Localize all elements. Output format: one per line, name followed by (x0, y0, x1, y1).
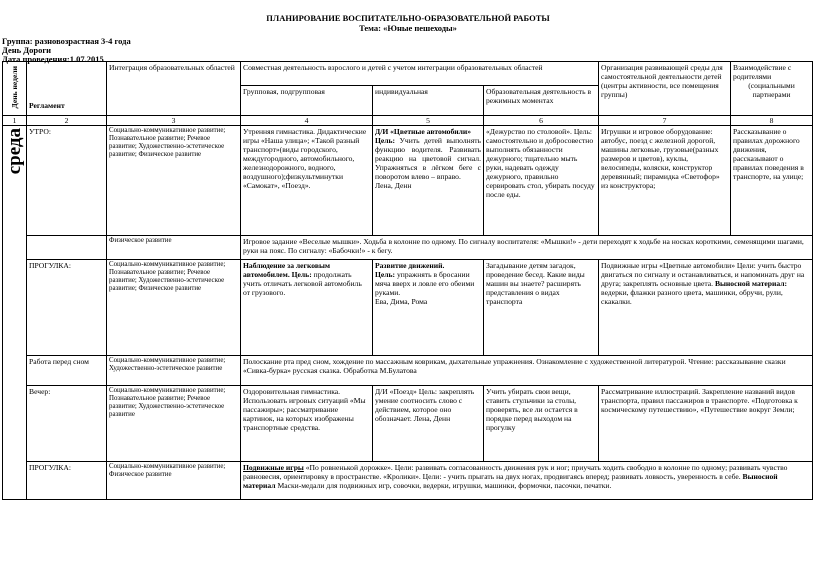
plan-table (2, 61, 813, 500)
walk-integration: Социально-коммуникативное развитие; Познавательное развитие; Речевое развитие; Художественно-эстетическое развитие; Физическое развитие (107, 260, 241, 356)
walk2-text (241, 462, 813, 500)
moments-header: Образовательная деятельность в режимных моментах (484, 86, 599, 116)
individual-header: индивидуальная (373, 86, 484, 116)
morning-integration: Социально-коммуникативное развитие; Познавательное развитие; Речевое развитие; Художественно-эстетическое развитие; Физическое развитие (107, 126, 241, 236)
header-row (3, 62, 813, 86)
evening-individual: Д/И «Поезд» Цель: закреплять умение соотносить слово с действием, которое оно обозначает. Лена, Денн (373, 386, 484, 462)
walk2-label2: Выносной материал (243, 472, 778, 490)
regime-header: Регламент (29, 101, 65, 110)
morning-individual-label: Цель: (375, 136, 396, 145)
evening-integration: Социально-коммуникативное развитие; Познавательное развитие; Речевое развитие; Художественно-эстетическое развитие (107, 386, 241, 462)
row-walk (3, 260, 813, 356)
col-number: 7 (599, 116, 731, 126)
date-line: Дата проведения:1.07.2015 (2, 54, 104, 64)
parents-header-cell (731, 62, 813, 116)
beforesleep-regime: Работа перед сном (27, 356, 107, 386)
walk-individual-names: Ева, Дима, Рома (375, 297, 428, 306)
walk-group (241, 260, 373, 356)
morning-individual-text: Учить детей выполнять функцию водителя. Развивать реакцию на цветовой сигнал. Упражняться в лёгком беге с поворотом влево – вправо. (375, 136, 481, 181)
morning-env: Игрушки и игровое оборудование: автобус, поезд с железной дорогой, машины легковые, грузовые(разных размеров и цветов), куклы, велосипеды, коляски, конструктор деревянный; пирамидка «Светофор» из конструктора; (599, 126, 731, 236)
col-number: 3 (107, 116, 241, 126)
morning-group: Утренняя гимнастика. Дидактические игры «Наша улица»; «Такой разный транспорт»(виды городского, междугородного, автомобильного, железнодорожного, водного, воздушного);физкультминутки «Самокат», «Поезд». (241, 126, 373, 236)
evening-group: Оздоровительная гимнастика. Использовать игровых ситуаций «Мы пассажиры»; рассматривание картинок, на которых изображены транспортные средства. (241, 386, 373, 462)
col-number: 2 (27, 116, 107, 126)
col-number: 4 (241, 116, 373, 126)
beforesleep-integration: Социально-коммуникативное развитие; Художественно-эстетическое развитие (107, 356, 241, 386)
theme-title: Тема: «Юные пешеходы» (359, 23, 457, 33)
row-evening (3, 386, 813, 462)
walk-regime: ПРОГУЛКА: (27, 260, 107, 356)
physical-regime (27, 236, 107, 260)
physical-integration: Физическое развитие (107, 236, 241, 260)
regime-header-cell (27, 62, 107, 116)
walk-individual-label: Цель: (375, 270, 396, 279)
row-morning (3, 126, 813, 236)
walk-group-text: продолжать учить отличать легковой автомобиль от грузового. (243, 270, 362, 297)
col-number: 5 (373, 116, 484, 126)
morning-moments: «Дежурство по столовой». Цель: самостоятельно и добросовестно выполнять обязанности дежурного; тщательно мыть руки, надевать одежду дежурного, правильно сервировать стол, убирать посуду после еды. (484, 126, 599, 236)
morning-individual-names: Лена, Денн (375, 181, 412, 190)
evening-moments: Учить убирать свои вещи, ставить стульчики за столы, проверять, все ли остается в порядке перед выходом на прогулку (484, 386, 599, 462)
row-walk2 (3, 462, 813, 500)
week-header-cell (3, 62, 27, 116)
walk2-label: Подвижные игры (243, 463, 304, 472)
walk-group-label: Цель: (291, 270, 312, 279)
weekday-label: среда (4, 128, 25, 175)
morning-individual (373, 126, 484, 236)
number-row (3, 116, 813, 126)
physical-text: Игровое задание «Веселые мышки». Ходьба в колонне по одному. По сигналу воспитателя: «Мышки!» - дети переходят к ходьбе на носках короткими, семенящими шагами, руки на пояс. По сигналу: «Бабочки!» - к бегу. (241, 236, 813, 260)
morning-regime: УТРО: (27, 126, 107, 236)
walk2-material: Маски-медали для подвижных игр, совочки, ведерки, игрушки, машинки, формочки, пасочки, печатки. (275, 481, 612, 490)
group-header: Групповая, подгрупповая (241, 86, 373, 116)
walk-individual-title: Развитие движений. (375, 261, 445, 270)
walk2-regime: ПРОГУЛКА: (27, 462, 107, 500)
col-number: 8 (731, 116, 813, 126)
walk2-games: «По ровненькой дорожке». Цели: развивать согласованность движения рук и ног; приучать ходить свободно в колонне по одному; развивать чувство равновесия, ориентировку в пространстве. «Кролики». Цели: - учить прыгать на двух ногах, продвигаясь вперед; развивать ловкость, уверенность в себе. (243, 463, 788, 481)
walk-env-label: Выносной материал: (714, 279, 787, 288)
walk-env (599, 260, 813, 356)
row-physical (3, 236, 813, 260)
col-number: 6 (484, 116, 599, 126)
walk-group-title: Наблюдение за легковым автомобилем. (243, 261, 331, 279)
col-number: 1 (3, 116, 27, 126)
group-line: Группа: разновозрастная 3-4 года (2, 36, 131, 46)
row-beforesleep (3, 356, 813, 386)
joint-header: Совместная деятельность взрослого и детей с учетом интеграции образовательных областей (241, 62, 599, 86)
walk-env-items: ведерки, флажки разного цвета, машинки, обручи, рули, скакалки. (601, 288, 783, 306)
beforesleep-text: Полоскание рта пред сном, хождение по массажным коврикам, дыхательные упражнения. Ознакомление с художественной литературой. Чтение: рассказывание сказки «Сивка-бурка» русская сказка. Обработка М.Булатова (241, 356, 813, 386)
walk-moments: Загадывание детям загадок, проведение бесед. Какие виды машин вы знаете? расширять представления о видах транспорта (484, 260, 599, 356)
parents-header-partners: (социальными партнерами (748, 81, 795, 99)
morning-individual-title: Д/И «Цветные автомобили» (375, 127, 472, 136)
parents-header: Взаимодействие с родителями (733, 63, 792, 81)
morning-parents: Рассказывание о правилах дорожного движения, рассказывают о правилах поведения в транспорте, на улице; (731, 126, 813, 236)
walk2-integration: Социально-коммуникативное развитие; Физическое развитие (107, 462, 241, 500)
page-title: ПЛАНИРОВАНИЕ ВОСПИТАТЕЛЬНО-ОБРАЗОВАТЕЛЬНОЙ РАБОТЫ (266, 13, 550, 23)
evening-env: Рассматривание иллюстраций. Закрепление названий видов транспорта, правил пассажиров в транспорте. «Подготовка к космическому путешествию», «Путешествие вокруг Земли; (599, 386, 813, 462)
day-line: День Дороги (2, 45, 52, 55)
week-header: День недели (10, 66, 19, 109)
evening-regime: Вечер: (27, 386, 107, 462)
env-header: Организация развивающей среды для самостоятельной деятельности детей (центры активности, все помещения группы) (599, 62, 731, 116)
walk-individual-text: упражнять в бросании мяча вверх и ловле его обеими руками. (375, 270, 475, 297)
weekday-cell (3, 126, 27, 500)
walk-individual (373, 260, 484, 356)
walk-env-text: Подвижные игры «Цветные автомобили» Цели: учить быстро двигаться по сигналу и останавливаться, и напоминать друг на друга; закреплять основные цвета. (601, 261, 805, 288)
integration-header: Интеграция образовательных областей (107, 62, 241, 116)
